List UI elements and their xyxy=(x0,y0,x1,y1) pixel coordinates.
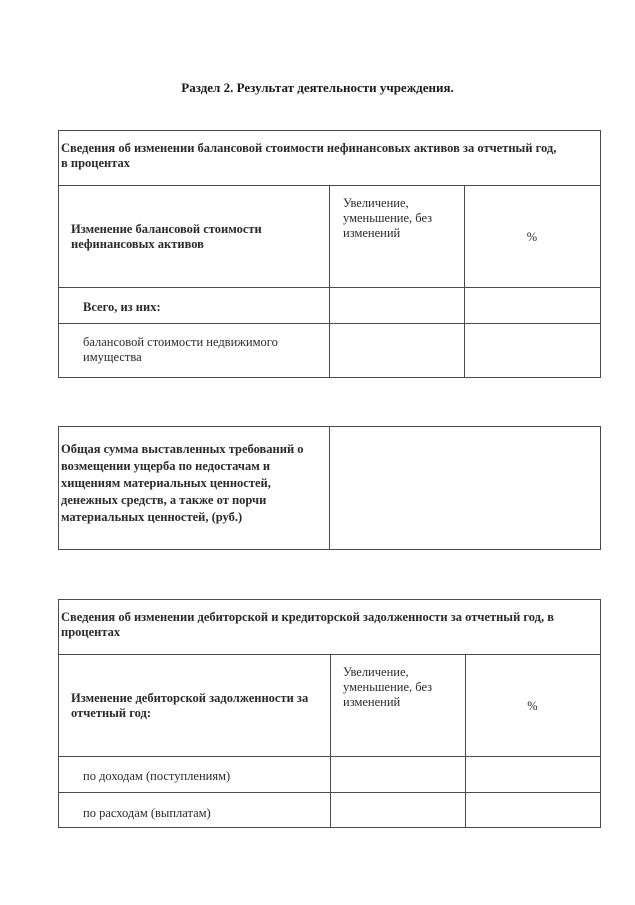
table-row-label: балансовой стоимости недвижимого имущества xyxy=(83,335,278,364)
receivables-payables-table xyxy=(58,599,601,828)
table-caption: Сведения об изменении дебиторской и кредиторской задолженности за отчетный год, в процентах xyxy=(61,610,554,639)
column-header-change: Увеличение, уменьшение, без изменений xyxy=(343,196,433,240)
column-header-percent: % xyxy=(527,699,538,713)
column-header: Изменение балансовой стоимости нефинансовых активов xyxy=(71,222,262,251)
section-title: Раздел 2. Результат деятельности учреждения. xyxy=(181,80,454,95)
column-header-percent: % xyxy=(526,230,538,244)
table-row-label: по доходам (поступлениям) xyxy=(83,769,231,783)
table-row-label: по расходам (выплатам) xyxy=(83,806,211,820)
table-row-label: Всего, из них: xyxy=(83,300,161,314)
nonfinancial-assets-table xyxy=(58,130,601,378)
table-caption: Сведения об изменении балансовой стоимости нефинансовых активов за отчетный год, в процентах xyxy=(61,141,557,170)
claims-label: Общая сумма выставленных требований о возмещении ущерба по недостачам и хищениям материальных ценностей, денежных средств, а также от порчи материальных ценностей, (руб.) xyxy=(61,442,304,524)
column-header-change: Увеличение, уменьшение, без изменений xyxy=(343,665,433,709)
damage-claims-table xyxy=(58,426,601,550)
column-header: Изменение дебиторской задолженности за отчетный год: xyxy=(71,691,309,720)
